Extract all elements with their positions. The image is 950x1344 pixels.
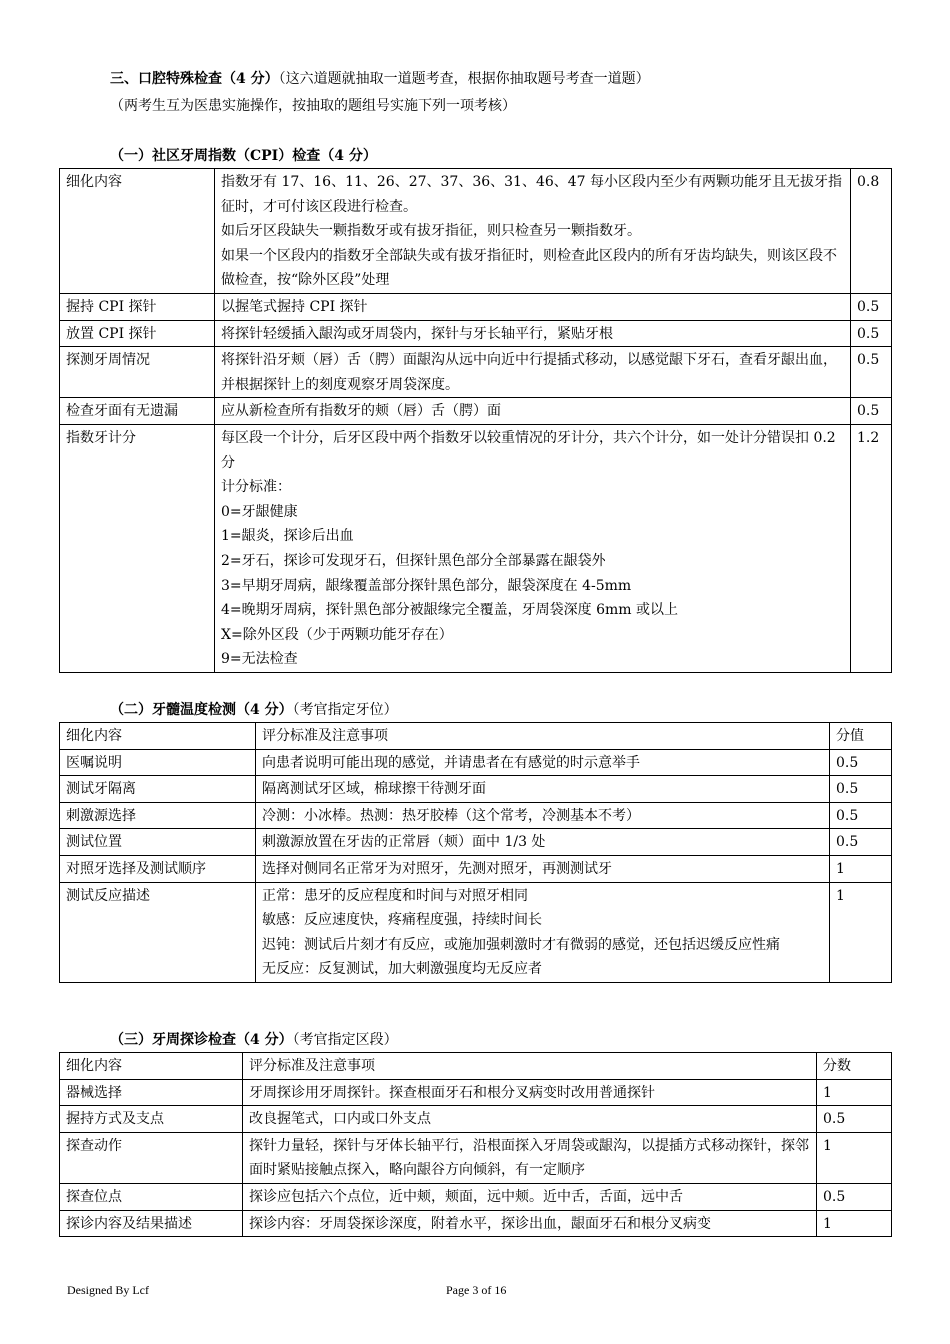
- criteria-cell: [243, 1183, 817, 1210]
- periodontal-probe-table-head: [60, 1053, 892, 1080]
- criteria-line: 指数牙有 17、16、11、26、27、37、36、31、46、47 每小区段内至少有两颗功能牙且无拔牙指征时，才可付该区段进行检查。: [221, 174, 843, 215]
- item-cell: 检查牙面有无遗漏: [60, 398, 215, 425]
- criteria-line: 如后牙区段缺失一颗指数牙或有拔牙指征，则只检查另一颗指数牙。: [221, 223, 641, 240]
- criteria-line: 刺激源放置在牙齿的正常唇（颊）面中 1/3 处: [262, 834, 546, 851]
- table-row: [60, 293, 892, 320]
- score-cell: 0.5: [851, 347, 892, 398]
- criteria-cell: [243, 1132, 817, 1183]
- table-row: [60, 882, 892, 982]
- section-title-note: （这六道题就抽取一道题考查，根据你抽取题号考查一道题）: [278, 71, 650, 87]
- criteria-cell: [256, 802, 830, 829]
- criteria-line: 迟钝：测试后片刻才有反应，或施加强刺激时才有微弱的感觉，还包括迟缓反应性痛: [262, 936, 780, 953]
- criteria-line: 如果一个区段内的指数牙全部缺失或有拔牙指征时，则检查此区段内的所有牙齿均缺失，则该区段不做检查，按“除外区段”处理: [221, 247, 837, 289]
- table-row: [60, 829, 892, 856]
- criteria-cell: [256, 749, 830, 776]
- score-cell: 0.5: [817, 1183, 892, 1210]
- item-cell: 测试牙隔离: [60, 776, 256, 803]
- criteria-line: 将探针轻缓插入龈沟或牙周袋内，探针与牙长轴平行，紧贴牙根: [221, 325, 613, 342]
- table-row: [60, 169, 892, 294]
- criteria-line: 改良握笔式，口内或口外支点: [249, 1111, 431, 1128]
- table-row: [60, 320, 892, 347]
- table-row: [60, 1106, 892, 1133]
- table-row: [60, 1079, 892, 1106]
- item-cell: 握持方式及支点: [60, 1106, 243, 1133]
- score-cell: 0.5: [830, 829, 892, 856]
- score-cell: 1: [830, 882, 892, 982]
- criteria-line: 无反应：反复测试，加大刺激强度均无反应者: [262, 961, 542, 978]
- column-header: 评分标准及注意事项: [256, 723, 830, 750]
- criteria-line: 敏感：反应速度快，疼痛程度强，持续时间长: [262, 912, 542, 929]
- criteria-cell: [215, 293, 851, 320]
- criteria-line: X=除外区段（少于两颗功能牙存在）: [221, 626, 453, 643]
- item-cell: 握持 CPI 探针: [60, 293, 215, 320]
- score-cell: 1.2: [851, 424, 892, 672]
- table-row: [60, 424, 892, 672]
- score-cell: 0.5: [830, 749, 892, 776]
- table-row: [60, 855, 892, 882]
- item-cell: 测试位置: [60, 829, 256, 856]
- table-row: [60, 776, 892, 803]
- section3-heading-note: （考官指定区段）: [292, 1032, 398, 1048]
- criteria-line: 计分标准：: [221, 479, 291, 496]
- score-cell: 1: [817, 1079, 892, 1106]
- section-title-bold: 三、口腔特殊检查（4 分）: [110, 71, 279, 87]
- criteria-line: 正常：患牙的反应程度和时间与对照牙相同: [262, 887, 528, 904]
- section1-heading: [110, 145, 377, 165]
- table-header-row: [60, 1053, 892, 1080]
- score-cell: 1: [817, 1210, 892, 1237]
- column-header: 细化内容: [60, 1053, 243, 1080]
- criteria-cell: [256, 829, 830, 856]
- criteria-line: 牙周探诊用牙周探针。探查根面牙石和根分叉病变时改用普通探针: [249, 1084, 655, 1101]
- section2-heading-note: （考官指定牙位）: [292, 702, 398, 718]
- criteria-cell: [215, 169, 851, 294]
- criteria-line: 冷测：小冰棒。热测：热牙胶棒（这个常考，冷测基本不考）: [262, 807, 640, 824]
- table-header-row: [60, 723, 892, 750]
- instruction-note: （两考生互为医患实施操作，按抽取的题组号实施下列一项考核）: [110, 98, 516, 114]
- periodontal-probe-table-body: [60, 1079, 892, 1237]
- table-row: [60, 1183, 892, 1210]
- table-row: [60, 347, 892, 398]
- table-row: [60, 398, 892, 425]
- score-cell: 0.5: [851, 398, 892, 425]
- item-cell: 对照牙选择及测试顺序: [60, 855, 256, 882]
- criteria-line: 探诊应包括六个点位，近中颊，颊面，远中颊。近中舌，舌面，远中舌: [249, 1188, 683, 1205]
- footer-page-number: Page 3 of 16: [446, 1283, 507, 1297]
- criteria-line: 每区段一个计分，后牙区段中两个指数牙以较重情况的牙计分，共六个计分，如一处计分错误扣 0.2 分: [221, 429, 836, 471]
- column-header: 分值: [830, 723, 892, 750]
- item-cell: 指数牙计分: [60, 424, 215, 672]
- pulp-test-table: [59, 722, 892, 983]
- criteria-cell: [215, 347, 851, 398]
- score-cell: 0.5: [851, 320, 892, 347]
- column-header: 细化内容: [60, 723, 256, 750]
- criteria-cell: [256, 776, 830, 803]
- table-row: [60, 1210, 892, 1237]
- criteria-cell: [215, 398, 851, 425]
- cpi-table-body: [60, 169, 892, 673]
- criteria-line: 隔离测试牙区域，棉球擦干待测牙面: [262, 781, 486, 798]
- criteria-line: 9=无法检查: [221, 651, 298, 668]
- table-row: [60, 1132, 892, 1183]
- item-cell: 探诊内容及结果描述: [60, 1210, 243, 1237]
- criteria-line: 将探针沿牙颊（唇）舌（腭）面龈沟从远中向近中行提插式移动，以感觉龈下牙石，查看牙龈出血，并根据探针上的刻度观察牙周袋深度。: [221, 352, 837, 393]
- criteria-line: 向患者说明可能出现的感觉，并请患者在有感觉的时示意举手: [262, 754, 640, 771]
- item-cell: 刺激源选择: [60, 802, 256, 829]
- score-cell: 0.5: [817, 1106, 892, 1133]
- column-header: 评分标准及注意事项: [243, 1053, 817, 1080]
- criteria-cell: [243, 1106, 817, 1133]
- section2-heading: [110, 699, 398, 719]
- criteria-line: 1=龈炎，探诊后出血: [221, 528, 354, 545]
- criteria-cell: [243, 1079, 817, 1106]
- periodontal-probe-table: [59, 1052, 892, 1237]
- criteria-cell: [256, 882, 830, 982]
- item-cell: 器械选择: [60, 1079, 243, 1106]
- item-cell: 探查动作: [60, 1132, 243, 1183]
- item-cell: 测试反应描述: [60, 882, 256, 982]
- criteria-cell: [215, 424, 851, 672]
- score-cell: 0.5: [830, 802, 892, 829]
- criteria-line: 2=牙石，探诊可发现牙石，但探针黑色部分全部暴露在龈袋外: [221, 552, 606, 569]
- pulp-test-table-body: [60, 749, 892, 982]
- criteria-cell: [215, 320, 851, 347]
- criteria-line: 选择对侧同名正常牙为对照牙，先测对照牙，再测测试牙: [262, 860, 612, 877]
- criteria-line: 以握笔式握持 CPI 探针: [221, 298, 368, 315]
- score-cell: 1: [830, 855, 892, 882]
- item-cell: 探查位点: [60, 1183, 243, 1210]
- item-cell: 放置 CPI 探针: [60, 320, 215, 347]
- score-cell: 1: [817, 1132, 892, 1183]
- column-header: 分数: [817, 1053, 892, 1080]
- section1-heading-text: （一）社区牙周指数（CPI）检查（4 分）: [110, 148, 377, 164]
- criteria-line: 0=牙龈健康: [221, 503, 298, 520]
- pulp-test-table-head: [60, 723, 892, 750]
- item-cell: 探测牙周情况: [60, 347, 215, 398]
- item-cell: 医嘱说明: [60, 749, 256, 776]
- criteria-line: 应从新检查所有指数牙的颊（唇）舌（腭）面: [221, 403, 501, 420]
- cpi-table: [59, 168, 892, 673]
- criteria-line: 3=早期牙周病，龈缘覆盖部分探针黑色部分，龈袋深度在 4-5mm: [221, 577, 632, 594]
- footer-designer: Designed By Lcf: [67, 1283, 149, 1297]
- criteria-line: 4=晚期牙周病，探针黑色部分被龈缘完全覆盖，牙周袋深度 6mm 或以上: [221, 602, 678, 619]
- section3-heading: [110, 1029, 398, 1049]
- score-cell: 0.5: [851, 293, 892, 320]
- criteria-line: 探诊内容：牙周袋探诊深度，附着水平，探诊出血，龈面牙石和根分叉病变: [249, 1215, 711, 1232]
- section2-heading-bold: （二）牙髓温度检测（4 分）: [110, 702, 293, 718]
- score-cell: 0.8: [851, 169, 892, 294]
- table-row: [60, 802, 892, 829]
- score-cell: 0.5: [830, 776, 892, 803]
- criteria-cell: [243, 1210, 817, 1237]
- section3-heading-bold: （三）牙周探诊检查（4 分）: [110, 1032, 293, 1048]
- criteria-cell: [256, 855, 830, 882]
- section-title: [110, 68, 650, 88]
- table-row: [60, 749, 892, 776]
- criteria-line: 探针力量轻，探针与牙体长轴平行，沿根面探入牙周袋或龈沟，以提插方式移动探针，探邻面时紧贴接触点探入，略向龈谷方向倾斜，有一定顺序: [249, 1137, 809, 1179]
- item-cell: 细化内容: [60, 169, 215, 294]
